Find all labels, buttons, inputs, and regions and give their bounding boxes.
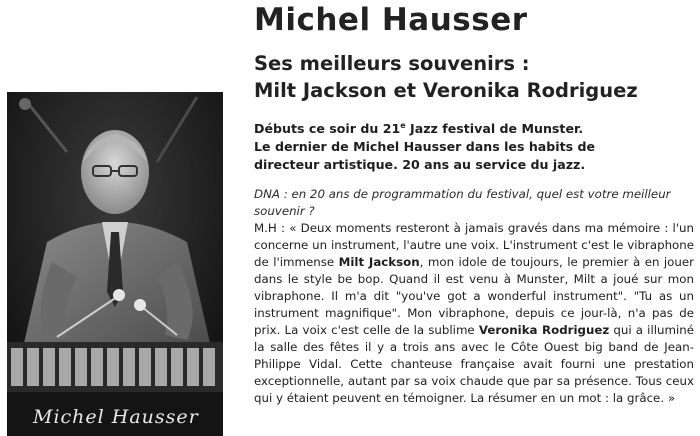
photo-illustration (7, 92, 223, 436)
highlight-veronika-rodriguez: Veronika Rodriguez (478, 323, 610, 337)
highlight-milt-jackson: Milt Jackson (338, 255, 420, 269)
lead-paragraph (254, 120, 694, 174)
lead-line-3: directeur artistique. 20 ans au service du jazz. (254, 157, 586, 172)
interview-answer: M.H : « Deux moments resteront à jamais gravés dans ma mémoire : l'un concerne un instrument, l'autre une voix. L'instrument c'est le vibraphone de l'immense Milt Jackson, mon idole de toujours, le premier à en jouer dans le style be bop. Quand il est venu à Munster, Milt a joué sur mon vibraphone. Il m'a dit "you've got a wonderful instrument". "Tu as un instrument magnifique". Mon vibraphone, depuis ce jour-là, n'a pas de prix. La voix c'est celle de la sublime Veronika Rodriguez qui a illuminé la salle des fêtes il y a trois ans avec le Côte Ouest big band de Jean-Philippe Vidal. Cette chanteuse française avait fourni une prestation exceptionnelle, autant par sa voix chaude que par sa présence. Tous ceux qui y étaient peuvent en témoigner. La résumer en un mot : la grâce. » (254, 221, 694, 405)
photo-signature: Michel Hausser (33, 406, 199, 428)
lead-line-2: Le dernier de Michel Hausser dans les habits de (254, 139, 596, 154)
article-title: Michel Hausser (254, 2, 528, 38)
headline-line-2: Milt Jackson et Veronika Rodriguez (254, 79, 638, 102)
interview-question: DNA : en 20 ans de programmation du festival, quel est votre meilleur souvenir ? (254, 187, 671, 218)
lead-line-1: Débuts ce soir du 21e Jazz festival de Munster. (254, 121, 584, 136)
photo-michel-hausser-vibraphone (7, 92, 223, 436)
headline (254, 50, 638, 104)
headline-line-1: Ses meilleurs souvenirs : (254, 52, 530, 75)
